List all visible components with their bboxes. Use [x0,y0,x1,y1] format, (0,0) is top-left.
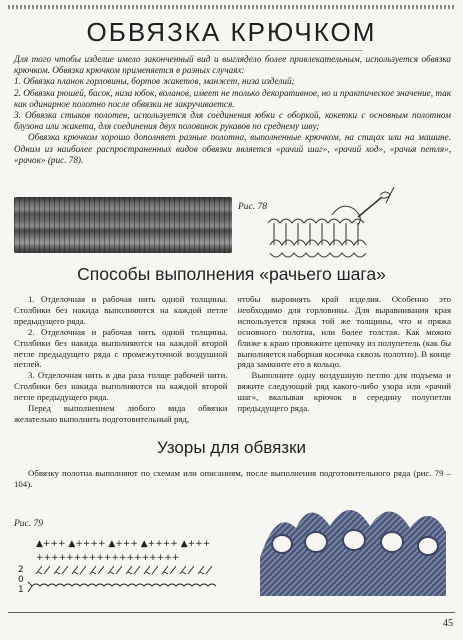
methods-paragraph: 2. Отделочная и рабочая нить одной толщины. Столбики без накида выполняются на каждой второй петле предыдущего ряда с промежуточной воздушной петлей. [14,326,228,370]
edging-pattern-diagram [14,532,234,602]
svg-text:▲+++ ▲++++ ▲+++ ▲++++ ▲+++: ▲+++ ▲++++ ▲+++ ▲++++ ▲+++ [36,539,211,549]
methods-paragraph: 3. Отделочная нить в два раза толще рабочей нити. Столбики без накида выполняются на каждой второй петле предыдущего ряда. [14,370,228,403]
methods-left-column [14,294,228,425]
patterns-heading: Узоры для обвязки [156,438,307,457]
methods-text [14,294,451,425]
row-number: 1 [18,585,24,595]
intro-paragraph: Обвязка крючком хорошо дополняет разные полотна, выполненные крючком, на спицах или на машине. Одним из наиболее распространенных видов обвязки является «рачий шаг», «рачий ход», «рачья петля», «рачок» (рис. 78). [14,132,451,165]
methods-paragraph: 1. Отделочная и рабочая нить одной толщины. Столбики без накида выполняются на каждой петле предыдущего ряда. [14,294,228,326]
figure-79-label: Рис. 79 [14,519,44,529]
edging-sample-photo [258,488,448,598]
intro-paragraph: 2. Обвязка рюшей, басок, низа юбок, воланов, имеет не только декоративное, но и практическое значение, так как одинарное полотно после обвязки не закручивается. [14,87,451,109]
row-number: 0 [18,575,24,585]
bottom-rule [8,612,455,613]
methods-right-column [238,294,452,425]
figure-78-label: Рис. 78 [238,202,268,212]
methods-heading: Способы выполнения «рачьего шага» [77,264,386,284]
page-title: ОБВЯЗКА КРЮЧКОМ [86,17,377,47]
crab-stitch-diagram [262,183,412,265]
methods-paragraph: Перед выполнением любого вида обвязки желательно выполнить подготовительный ряд, [14,403,228,424]
title-underline [100,50,363,51]
row-number: 2 [18,565,24,575]
intro-text [14,54,451,166]
methods-paragraph: Выполните одну воздушную петлю для подъема и вяжите следующий ряд какого-либо узора или «рачий шаг», вкалывая крючок в середину полупетли предыдущего ряда. [237,370,451,414]
top-dotted-rule [8,5,455,9]
crab-stitch-edging-photo [14,197,232,253]
intro-paragraph: 1. Обвязка планок горловины, бортов жакетов, манжет, низа изделий; [14,76,295,87]
methods-paragraph: чтобы выровнять край изделия. Особенно это необходимо для горловины. Для выравнивания края используется пряжа той же толщины, что и пряжа основного полотна, или более толстая. Как можно ближе к краю провяжите цепочку из полупетель (как бы выполняется наборная косичка сквозь полотно). В конце ряда замкните его в кольцо. [237,294,451,370]
intro-paragraph: Для того чтобы изделие имело законченный вид и выглядело более привлекательным, используется обвязка крючком. Обвязка крючком применяется в разных случаях: [14,54,451,76]
svg-text:+++++++++++++++++++: +++++++++++++++++++ [36,553,180,563]
page-number: 45 [443,618,453,629]
patterns-text: Обвязку полотна выполняют по схемам или описаниям, после выполнения подготовительного ряда (рис. 79 – 104). [14,468,451,489]
intro-paragraph: 3. Обвязка стыков полотен, используется для соединения юбки с оборкой, кокетки с основным полотном блузона или жакета, для соединения двух половинок рукавов по среднему шву; [14,110,451,132]
